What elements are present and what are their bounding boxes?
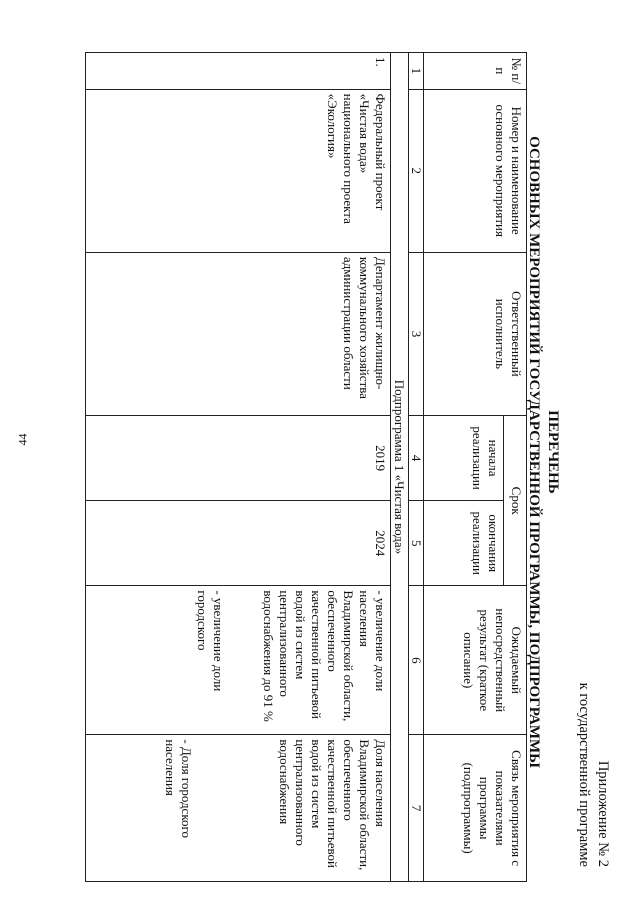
link-item-2: - Доля городского населения	[163, 739, 194, 838]
header-row	[504, 53, 527, 882]
column-number: 6	[409, 586, 424, 735]
row-result	[86, 586, 391, 735]
column-number: 5	[409, 501, 424, 586]
column-number: 1	[409, 53, 424, 90]
subprogram-row	[391, 53, 409, 882]
row-end: 2024	[86, 501, 391, 586]
column-number: 7	[409, 735, 424, 882]
row-num: 1.	[86, 53, 391, 90]
header-num: № п/п	[424, 53, 527, 90]
table-row	[86, 53, 391, 882]
link-item-1: Доля населения Владимирской области, обеспеченного качественной питьевой водой из систем централизованного водоснабжения	[277, 739, 388, 871]
appendix-note	[574, 683, 612, 867]
header-result: Ожидаемый непосредственный результат (краткое описание)	[424, 586, 527, 735]
measures-table	[85, 52, 527, 882]
page-number: 44	[15, 433, 30, 446]
header-link: Связь мероприятия с показателями программы (подпрограммы)	[424, 735, 527, 882]
column-number: 3	[409, 252, 424, 415]
header-start: начала реализации	[424, 416, 504, 501]
title-line-1: ПЕРЕЧЕНЬ	[545, 410, 561, 494]
header-end: окончания реализации	[424, 501, 504, 586]
header-term: Срок	[504, 416, 527, 586]
header-name: Номер и наименование основного мероприятия	[424, 89, 527, 252]
column-number: 2	[409, 89, 424, 252]
appendix-line-1: Приложение № 2	[595, 760, 611, 867]
appendix-line-2: к государственной программе	[576, 682, 592, 867]
row-name: Федеральный проект «Чистая вода» национального проекта «Экология»	[86, 89, 391, 252]
title-line-2: ОСНОВНЫХ МЕРОПРИЯТИЙ ГОСУДАРСТВЕННОЙ ПРОГРАММЫ, ПОДПРОГРАММЫ	[526, 136, 542, 768]
row-executor: Департамент жилищно-коммунального хозяйства администрации области	[86, 252, 391, 415]
column-number: 4	[409, 416, 424, 501]
subprogram-title: Подпрограмма 1 «Чистая вода»	[391, 53, 409, 882]
header-executor: Ответственный исполнитель	[424, 252, 527, 415]
document-title	[524, 12, 562, 892]
result-item-2: - увеличение доли городского	[195, 590, 226, 692]
column-numbers-row	[409, 53, 424, 882]
row-start: 2019	[86, 416, 391, 501]
row-link	[86, 735, 391, 882]
document-sheet	[20, 12, 620, 892]
result-item-1: - увеличение доли населения Владимирской области, обеспеченного качественной питьевой водой из систем централизованного водоснабжения до 91 %	[261, 590, 388, 722]
